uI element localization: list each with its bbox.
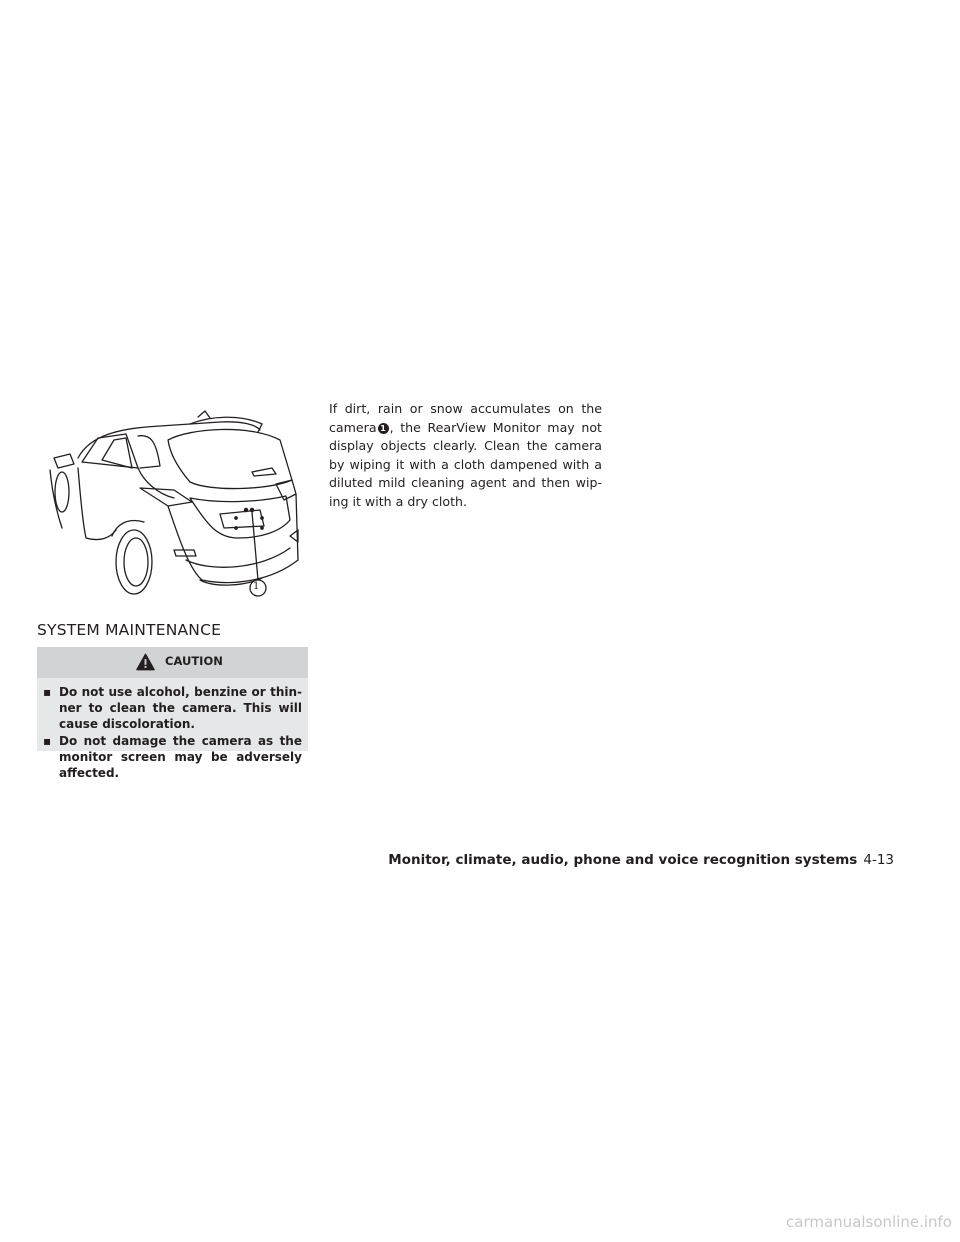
caution-label: CAUTION	[165, 654, 223, 668]
caution-list	[37, 678, 308, 781]
car-rear-camera-illustration	[40, 410, 310, 605]
page-footer	[388, 852, 894, 868]
watermark: carmanualsonline.info	[786, 1213, 952, 1231]
callout-number-inline: 1	[378, 423, 389, 434]
caution-box	[37, 647, 308, 780]
warning-triangle-icon	[136, 653, 155, 671]
paragraph-part-1: If dirt, rain or snow accumulates on the camera	[329, 401, 602, 435]
maintenance-paragraph	[329, 400, 602, 512]
caution-header	[37, 647, 308, 678]
bullet: ▪	[43, 685, 52, 699]
caution-item	[37, 733, 302, 781]
bullet: ▪	[43, 734, 52, 748]
callout-number: 1	[253, 581, 260, 592]
section-title: SYSTEM MAINTENANCE	[37, 621, 222, 639]
caution-item-text: Do not use alcohol, benzine or thin- ner to clean the camera. This will cause discoloration.	[59, 685, 302, 731]
caution-item-text: Do not damage the camera as the monitor screen may be adversely affected.	[59, 734, 302, 780]
chapter-title: Monitor, climate, audio, phone and voice recognition systems	[388, 852, 858, 868]
paragraph-part-2: , the RearView Monitor may not display objects clearly. Clean the camera by wiping it with a cloth dampened with a diluted mild cleaning agent and then wip- ing it with a dry cloth.	[329, 419, 602, 509]
caution-item	[37, 684, 302, 732]
page-number: 4-13	[863, 852, 894, 868]
